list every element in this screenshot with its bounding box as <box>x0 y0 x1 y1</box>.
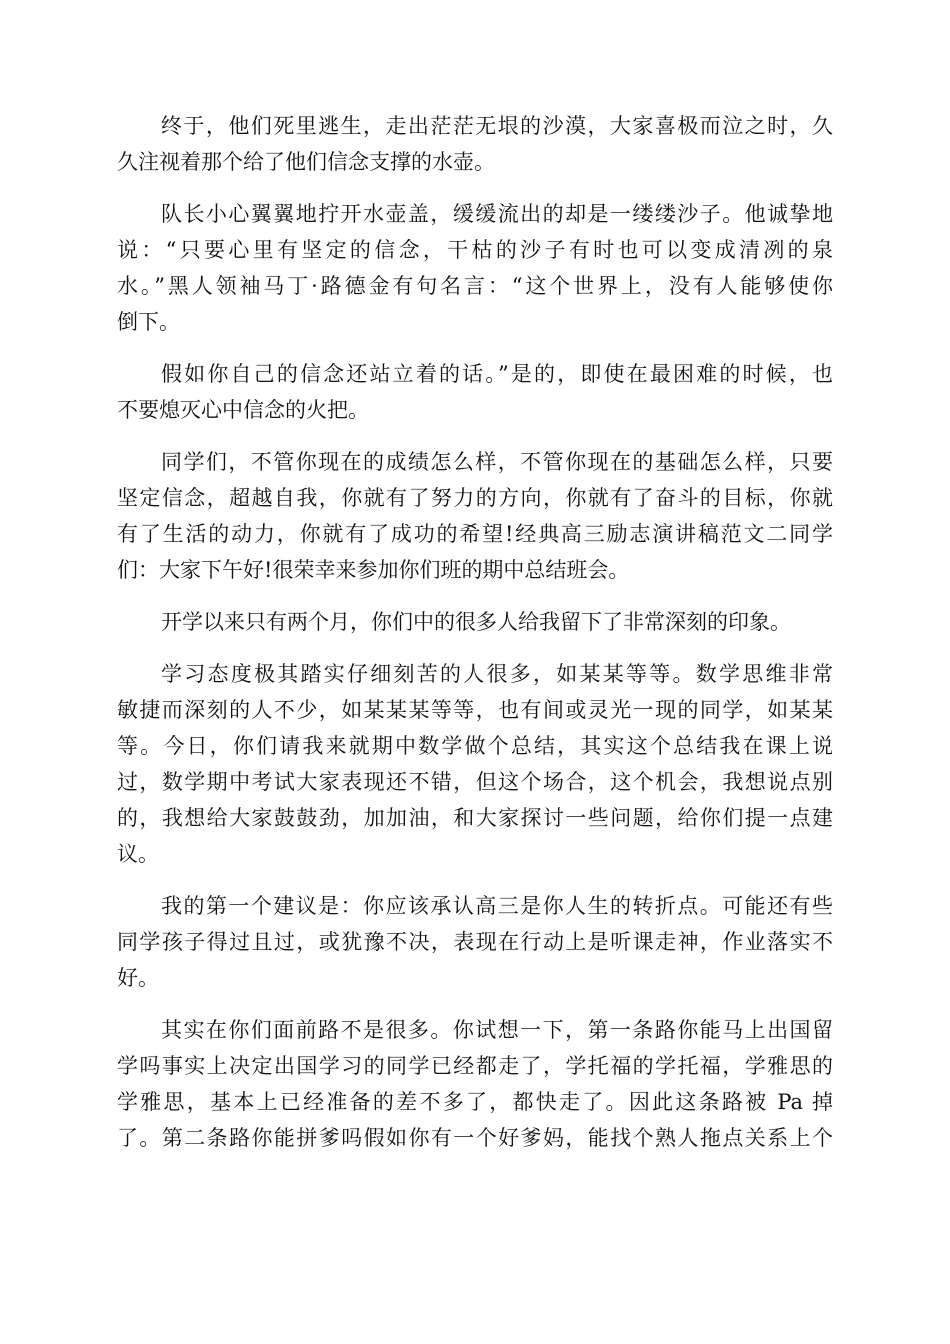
paragraph <box>117 888 833 996</box>
text-line: 说：“只要心里有坚定的信念，干枯的沙子有时也可以变成清冽的泉 <box>117 238 833 262</box>
text-line: 等。今日，你们请我来就期中数学做个总结，其实这个总结我在课上说 <box>117 734 833 758</box>
text-line: 队长小心翼翼地拧开水壶盖，缓缓流出的却是一缕缕沙子。他诚挚地 <box>161 202 833 226</box>
text-line: 了。第二条路你能拼爹吗假如你有一个好爹妈，能找个熟人拖点关系上个 <box>117 1126 833 1150</box>
text-line: 们：大家下午好!很荣幸来参加你们班的期中总结班会。 <box>117 558 630 582</box>
text-line: 终于，他们死里逃生，走出茫茫无垠的沙漠，大家喜极而泣之时，久 <box>161 114 833 138</box>
text-line: 开学以来只有两个月，你们中的很多人给我留下了非常深刻的印象。 <box>161 610 791 634</box>
paragraph <box>117 444 833 588</box>
text-line: 的，我想给大家鼓鼓劲，加加油，和大家探讨一些问题，给你们提一点建 <box>117 806 833 830</box>
text-line: 学习态度极其踏实仔细刻苦的人很多，如某某等等。数学思维非常 <box>161 662 833 686</box>
text-line: 敏捷而深刻的人不少，如某某某等等，也有间或灵光一现的同学，如某某 <box>117 698 833 722</box>
text-line: 水。”黑人领袖马丁·路德金有句名言：“这个世界上，没有人能够使你 <box>117 274 833 298</box>
paragraph <box>117 356 833 428</box>
text-line: 好。 <box>117 966 159 990</box>
paragraph <box>117 604 833 640</box>
paragraph <box>117 1012 833 1156</box>
text-line: 坚定信念，超越自我，你就有了努力的方向，你就有了奋斗的目标，你就 <box>117 486 833 510</box>
text-line: 学雅思，基本上已经准备的差不多了，都快走了。因此这条路被 Pa 掉 <box>117 1090 833 1114</box>
document-page <box>117 108 833 1156</box>
text-line: 倒下。 <box>117 310 180 334</box>
text-line: 我的第一个建议是：你应该承认高三是你人生的转折点。可能还有些 <box>161 894 833 918</box>
text-line: 同学们，不管你现在的成绩怎么样，不管你现在的基础怎么样，只要 <box>161 450 833 474</box>
text-line: 久注视着那个给了他们信念支撑的水壶。 <box>117 150 495 174</box>
text-line: 议。 <box>117 842 159 866</box>
text-line: 过，数学期中考试大家表现还不错，但这个场合，这个机会，我想说点别 <box>117 770 833 794</box>
text-line: 学吗事实上决定出国学习的同学已经都走了，学托福的学托福，学雅思的 <box>117 1054 833 1078</box>
text-line: 同学孩子得过且过，或犹豫不决，表现在行动上是听课走神，作业落实不 <box>117 930 833 954</box>
paragraph <box>117 656 833 872</box>
text-line: 不要熄灭心中信念的火把。 <box>117 398 369 422</box>
text-line: 其实在你们面前路不是很多。你试想一下，第一条路你能马上出国留 <box>161 1018 833 1042</box>
paragraph <box>117 108 833 180</box>
text-line: 有了生活的动力，你就有了成功的希望!经典高三励志演讲稿范文二同学 <box>117 522 833 546</box>
text-line: 假如你自己的信念还站立着的话。”是的，即使在最困难的时候，也 <box>161 362 833 386</box>
paragraph <box>117 196 833 340</box>
